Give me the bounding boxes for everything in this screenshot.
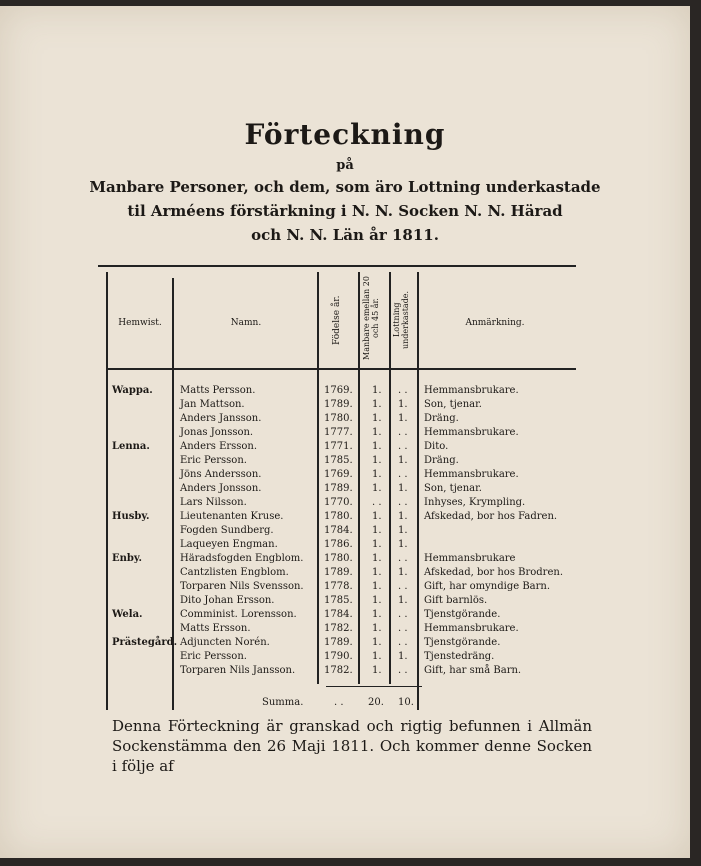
table-row <box>0 482 690 496</box>
row-lottning: 1. <box>398 455 408 466</box>
row-year: 1784. <box>324 525 353 536</box>
row-note: Tjenstgörande. <box>424 637 501 648</box>
row-year: 1778. <box>324 581 353 592</box>
table-row <box>0 608 690 622</box>
row-year: 1785. <box>324 455 353 466</box>
row-lottning: 1. <box>398 567 408 578</box>
table-row <box>0 566 690 580</box>
row-name: Lieutenanten Kruse. <box>180 511 284 522</box>
row-year: 1777. <box>324 427 353 438</box>
row-note: Hemmansbrukare. <box>424 385 519 396</box>
row-lottning: . . <box>398 385 408 396</box>
row-year: 1789. <box>324 567 353 578</box>
row-name: Comminist. Lorensson. <box>180 609 297 620</box>
row-manbare: 1. <box>372 427 382 438</box>
row-note: Dito. <box>424 441 449 452</box>
row-manbare: 1. <box>372 511 382 522</box>
row-note: Inhyses, Krympling. <box>424 497 526 508</box>
row-lottning: 1. <box>398 399 408 410</box>
table-row <box>0 398 690 412</box>
row-year: 1769. <box>324 469 353 480</box>
row-manbare: 1. <box>372 581 382 592</box>
table-row <box>0 552 690 566</box>
row-name: Jan Mattson. <box>180 399 245 410</box>
row-name: Fogden Sundberg. <box>180 525 274 536</box>
row-lottning: . . <box>398 609 408 620</box>
row-manbare: 1. <box>372 413 382 424</box>
table-row <box>0 510 690 524</box>
row-year: 1785. <box>324 595 353 606</box>
row-year: 1780. <box>324 553 353 564</box>
row-note: Gift barnlös. <box>424 595 488 606</box>
row-note: Afskedad, bor hos Brodren. <box>424 567 563 578</box>
header-home: Hemwist. <box>118 318 162 328</box>
row-name: Torparen Nils Svensson. <box>180 581 304 592</box>
row-year: 1789. <box>324 637 353 648</box>
table-row <box>0 538 690 552</box>
table-row <box>0 426 690 440</box>
table-row <box>0 664 690 678</box>
row-year: 1782. <box>324 665 353 676</box>
row-name: Dito Johan Ersson. <box>180 595 275 606</box>
row-manbare: 1. <box>372 595 382 606</box>
summa-label: Summa. <box>262 697 304 708</box>
table-row <box>0 650 690 664</box>
row-lottning: . . <box>398 469 408 480</box>
row-name: Anders Jonsson. <box>180 483 262 494</box>
row-lottning: 1. <box>398 483 408 494</box>
header-year: Födelse år. <box>332 295 342 345</box>
row-manbare: . . <box>372 497 382 508</box>
summa-rule <box>326 686 422 687</box>
row-manbare: 1. <box>372 609 382 620</box>
subtitle-line-2: til Arméens förstärkning i N. N. Socken N. N. Härad <box>127 202 563 220</box>
row-name: Torparen Nils Jansson. <box>180 665 296 676</box>
row-note: Tjenstedräng. <box>424 651 495 662</box>
header-bottom-rule <box>106 368 576 370</box>
table-row <box>0 440 690 454</box>
summa-manbare: 20. <box>368 697 384 708</box>
table-row <box>0 454 690 468</box>
row-year: 1771. <box>324 441 353 452</box>
document-title: Förteckning <box>244 118 446 151</box>
row-lottning: 1. <box>398 651 408 662</box>
row-lottning: 1. <box>398 539 408 550</box>
row-year: 1770. <box>324 497 353 508</box>
header-manbare: Manbare emellan 20 och 45 år. <box>362 276 380 360</box>
row-year: 1780. <box>324 413 353 424</box>
row-name: Matts Persson. <box>180 385 256 396</box>
row-lottning: 1. <box>398 595 408 606</box>
table-row <box>0 496 690 510</box>
summa-lottning: 10. <box>398 697 414 708</box>
row-home: Prästegård. <box>112 637 178 648</box>
row-name: Häradsfogden Engblom. <box>180 553 304 564</box>
row-name: Eric Persson. <box>180 455 247 466</box>
row-note: Hemmansbrukare. <box>424 469 519 480</box>
row-note: Son, tjenar. <box>424 483 482 494</box>
row-lottning: . . <box>398 497 408 508</box>
row-manbare: 1. <box>372 665 382 676</box>
row-lottning: . . <box>398 623 408 634</box>
row-note: Gift, har omyndige Barn. <box>424 581 551 592</box>
row-manbare: 1. <box>372 483 382 494</box>
row-name: Anders Jansson. <box>180 413 262 424</box>
table-row <box>0 636 690 650</box>
row-name: Cantzlisten Engblom. <box>180 567 289 578</box>
row-name: Jöns Andersson. <box>180 469 262 480</box>
row-lottning: . . <box>398 441 408 452</box>
row-note: Dräng. <box>424 413 459 424</box>
row-year: 1784. <box>324 609 353 620</box>
row-home: Husby. <box>112 511 150 522</box>
row-home: Lenna. <box>112 441 150 452</box>
row-name: Laqueyen Engman. <box>180 539 278 550</box>
closing-paragraph: Denna Förteckning är granskad och rigtig befunnen i Allmän Sockenstämma den 26 Maji 1811. Och kommer denne Socken i följe af <box>112 717 592 775</box>
row-lottning: . . <box>398 581 408 592</box>
row-note: Dräng. <box>424 455 459 466</box>
header-note: Anmärkning. <box>465 318 525 328</box>
row-lottning: 1. <box>398 511 408 522</box>
row-year: 1786. <box>324 539 353 550</box>
row-home: Wappa. <box>112 385 153 396</box>
subtitle-line-1: Manbare Personer, och dem, som äro Lottning underkastade <box>89 178 601 196</box>
row-manbare: 1. <box>372 623 382 634</box>
table-row <box>0 524 690 538</box>
row-manbare: 1. <box>372 455 382 466</box>
row-lottning: 1. <box>398 525 408 536</box>
row-name: Eric Persson. <box>180 651 247 662</box>
row-manbare: 1. <box>372 567 382 578</box>
row-lottning: 1. <box>398 413 408 424</box>
subtitle-line-3: och N. N. Län år 1811. <box>251 226 439 244</box>
row-year: 1789. <box>324 399 353 410</box>
title-connector: på <box>336 158 354 173</box>
table-top-rule <box>98 265 576 267</box>
row-year: 1790. <box>324 651 353 662</box>
table-row <box>0 580 690 594</box>
row-name: Anders Ersson. <box>180 441 258 452</box>
row-manbare: 1. <box>372 469 382 480</box>
row-lottning: . . <box>398 665 408 676</box>
row-manbare: 1. <box>372 525 382 536</box>
row-note: Hemmansbrukare. <box>424 427 519 438</box>
row-lottning: . . <box>398 637 408 648</box>
row-note: Tjenstgörande. <box>424 609 501 620</box>
row-name: Lars Nilsson. <box>180 497 247 508</box>
row-note: Afskedad, bor hos Fadren. <box>424 511 558 522</box>
row-note: Hemmansbrukare <box>424 553 516 564</box>
row-lottning: . . <box>398 553 408 564</box>
row-name: Matts Ersson. <box>180 623 251 634</box>
table-row <box>0 594 690 608</box>
row-name: Adjuncten Norén. <box>180 637 270 648</box>
row-year: 1789. <box>324 483 353 494</box>
table-row <box>0 468 690 482</box>
table-row <box>0 622 690 636</box>
header-name: Namn. <box>230 318 262 328</box>
row-manbare: 1. <box>372 651 382 662</box>
row-home: Wela. <box>112 609 143 620</box>
row-manbare: 1. <box>372 385 382 396</box>
row-manbare: 1. <box>372 441 382 452</box>
row-note: Gift, har små Barn. <box>424 665 522 676</box>
row-year: 1780. <box>324 511 353 522</box>
row-lottning: . . <box>398 427 408 438</box>
summa-year: . . <box>334 697 344 708</box>
table-row <box>0 412 690 426</box>
row-year: 1769. <box>324 385 353 396</box>
row-manbare: 1. <box>372 539 382 550</box>
row-note: Son, tjenar. <box>424 399 482 410</box>
row-manbare: 1. <box>372 637 382 648</box>
row-manbare: 1. <box>372 553 382 564</box>
row-note: Hemmansbrukare. <box>424 623 519 634</box>
row-home: Enby. <box>112 553 143 564</box>
row-manbare: 1. <box>372 399 382 410</box>
row-year: 1782. <box>324 623 353 634</box>
row-name: Jonas Jonsson. <box>180 427 254 438</box>
table-row <box>0 384 690 398</box>
header-lottning: Lottning underkastade. <box>392 290 410 350</box>
